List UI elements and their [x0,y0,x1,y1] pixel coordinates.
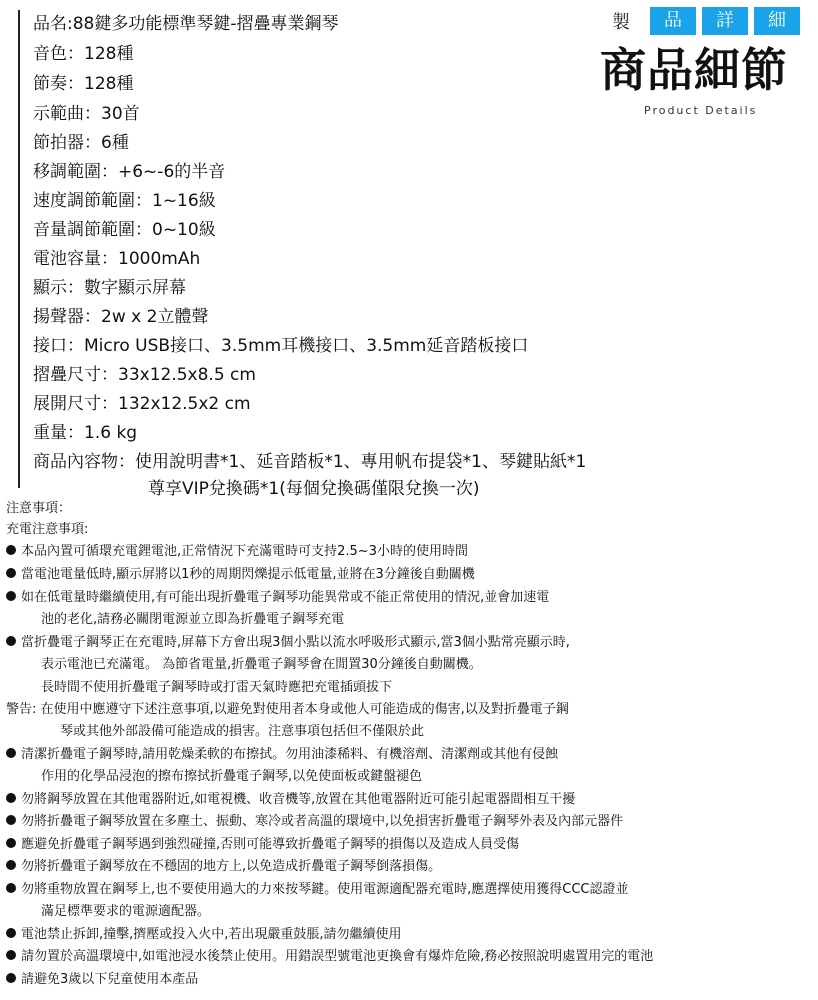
bullet-icon [6,636,16,646]
spec-weight: 重量：1.6 kg [33,423,138,443]
bullet-icon [6,793,16,803]
spec-speaker: 揚聲器：2w x 2立體聲 [33,307,209,327]
note-continuation: 滿足標準要求的電源適配器。 [41,904,211,919]
spec-unfolded-size: 展開尺寸：132x12.5x2 cm [33,394,251,414]
spec-ports: 接口：Micro USB接口、3.5mm耳機接口、3.5mm延音踏板接口 [33,336,529,356]
spec-battery: 電池容量：1000mAh [33,249,201,269]
note-item: 請避免3歲以下兒童使用本產品 [6,971,198,988]
note-continuation: 池的老化,請務必關閉電源並立即為折疊電子鋼琴充電 [41,612,345,627]
badge-sub-char-highlight: 細 [754,7,800,35]
badge-subtitle [598,6,808,36]
badge-english-label: Product Details [644,104,758,117]
bullet-icon [6,815,16,825]
bullet-icon [6,860,16,870]
spec-tones: 音色：128種 [33,44,134,64]
note-item: 電池禁止拆卸,撞擊,擠壓或投入火中,若出現嚴重鼓脹,請勿繼續使用 [6,926,402,943]
note-item: 本品內置可循環充電鋰電池,正常情況下充滿電時可支持2.5~3小時的使用時間 [6,543,468,560]
note-item: 勿將折疊電子鋼琴放置在多塵土、振動、寒冷或者高溫的環境中,以免損害折疊電子鋼琴外表及內部元器件 [6,813,623,830]
spec-metronome: 節拍器：6種 [33,133,129,153]
note-item: 勿將折疊電子鋼琴放在不穩固的地方上,以免造成折疊電子鋼琴倒落損傷。 [6,858,441,875]
note-continuation: 表示電池已充滿電。 為節省電量,折疊電子鋼琴會在閒置30分鐘後自動關機。 [41,657,482,672]
note-item: 當折疊電子鋼琴正在充電時,屏幕下方會出現3個小點以流水呼吸形式顯示,當3個小點常亮顯示時, [6,634,570,651]
spec-display: 顯示：數字顯示屏幕 [33,278,186,298]
note-continuation: 作用的化學品浸泡的擦布擦拭折疊電子鋼琴,以免使面板或鍵盤褪色 [41,769,423,784]
warning-continuation: 琴或其他外部設備可能造成的損害。注意事項包括但不僅限於此 [60,724,425,739]
note-item: 請勿置於高溫環境中,如電池浸水後禁止使用。用錯誤型號電池更換會有爆炸危險,務必按照說明處置用完的電池 [6,948,653,965]
note-item: 如在低電量時繼續使用,有可能出現折疊電子鋼琴功能異常或不能正常使用的情況,並會加速電 [6,589,549,606]
spec-vip-code: 尊享VIP兌換碼*1(每個兌換碼僅限兌換一次) [148,479,480,499]
spec-rhythms: 節奏：128種 [33,74,134,94]
note-item: 當電池電量低時,顯示屏將以1秒的周期閃爍提示低電量,並將在3分鐘後自動關機 [6,566,475,583]
note-continuation: 長時間不使用折疊電子鋼琴時或打雷天氣時應把充電插頭拔下 [41,680,393,695]
bullet-icon [6,748,16,758]
bullet-icon [6,883,16,893]
left-divider-line [18,10,20,488]
bullet-icon [6,591,16,601]
notes-heading: 注意事項： [6,501,72,516]
note-item: 勿將鋼琴放置在其他電器附近,如電視機、收音機等,放置在其他電器附近可能引起電器間相互干擾 [6,791,575,808]
bullet-icon [6,973,16,983]
warning-text: 警告: 在使用中應遵守下述注意事項,以避免對使用者本身或他人可能造成的傷害,以及對折疊電子鋼 [6,702,569,717]
badge-sub-char-highlight: 品 [650,7,696,35]
badge-sub-char-highlight: 詳 [702,7,748,35]
note-item: 勿將重物放置在鋼琴上,也不要使用過大的力來按琴鍵。使用電源適配器充電時,應選擇使用獲得CCC認證並 [6,881,629,898]
note-item: 清潔折疊電子鋼琴時,請用乾燥柔軟的布擦拭。勿用油漆稀料、有機溶劑、清潔劑或其他有侵蝕 [6,746,558,763]
spec-product-name: 品名:88鍵多功能標準琴鍵-摺疊專業鋼琴 [33,14,339,34]
bullet-icon [6,838,16,848]
spec-demo-songs: 示範曲：30首 [33,104,140,124]
badge-title: 商品細節 [600,43,788,97]
note-item: 應避免折疊電子鋼琴遇到強烈碰撞,否則可能導致折疊電子鋼琴的損傷以及造成人員受傷 [6,836,519,853]
product-details-badge [598,6,808,121]
bullet-icon [6,928,16,938]
spec-folded-size: 摺疊尺寸：33x12.5x8.5 cm [33,365,256,385]
bullet-icon [6,950,16,960]
bullet-icon [6,568,16,578]
spec-volume: 音量調節範圍：0~10級 [33,220,216,240]
bullet-icon [6,545,16,555]
charging-notes-heading: 充電注意事項: [6,522,89,537]
spec-package-contents: 商品內容物：使用說明書*1、延音踏板*1、專用帆布提袋*1、琴鍵貼紙*1 [33,452,587,472]
badge-sub-char: 製 [612,12,630,33]
spec-transpose: 移調範圍：+6~-6的半音 [33,162,226,182]
spec-tempo: 速度調節範圍：1~16級 [33,191,216,211]
